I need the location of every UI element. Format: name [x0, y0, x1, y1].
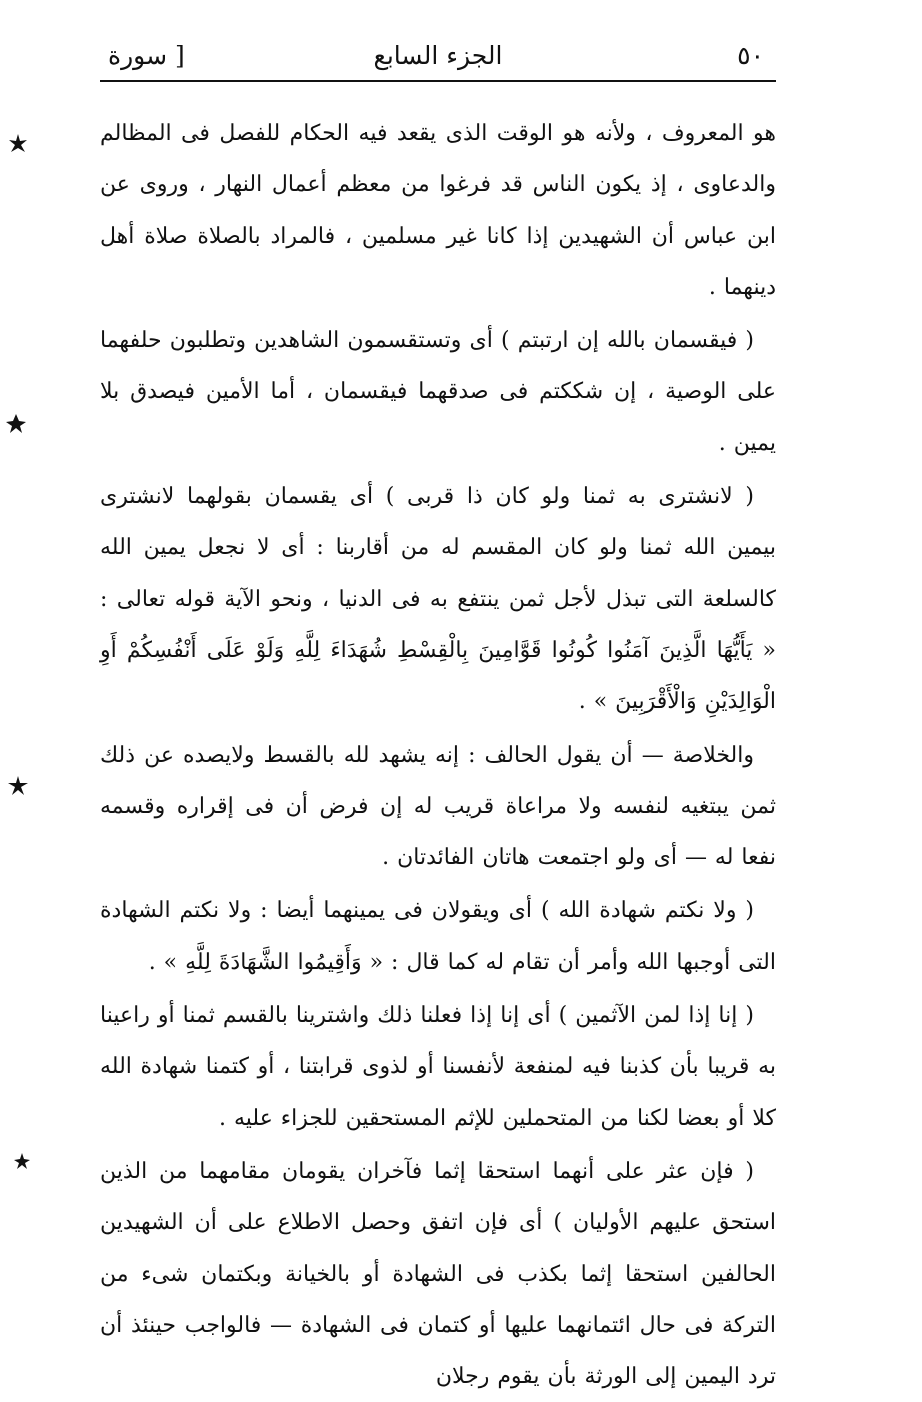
paragraph: ( فإن عثر على أنهما استحقا إثما فآخران يقومان مقامهما من الذين استحق عليهم الأوليان ) أى فإن اتفق وحصل الاطلاع على أن الشهيدين الحالفين استحقا إثما بكذب فى الشهادة أو بالخيانة وبكتمان شىء من التركة فى حال ائتمانهما عليها أو كتمان فى الشهادة — فالواجب حينئذ أن ترد اليمين إلى الورثة بأن يقوم رجلان	[100, 1158, 776, 1390]
paragraph: ( لانشترى به ثمنا ولو كان ذا قربى ) أى يقسمان بقولهما لانشترى بيمين الله ثمنا ولو كان المقسم له من أقاربنا : أى لا نجعل يمين الله كالسلعة التى تبذل لأجل ثمن ينتفع به فى الدنيا ، ونحو الآية قوله تعالى : « يَأَيُّهَا الَّذِينَ آمَنُوا كُونُوا قَوَّامِينَ بِالْقِسْطِ شُهَدَاءَ لِلَّهِ وَلَوْ عَلَى أَنْفُسِكُمْ أَوِ الْوَالِدَيْنِ وَالْأَقْرَبِينَ » .	[100, 484, 776, 715]
body-text	[100, 108, 776, 1402]
paragraph: ( إنا إذا لمن الآثمين ) أى إنا إذا فعلنا ذلك واشترينا بالقسم ثمنا أو راعينا به قريبا بأن كذبنا فيه لمنفعة لأنفسنا أو لذوى قرابتنا ، أو كتمنا شهادة الله كلا أو بعضا لكنا من المتحملين للإثم المستحقين للجزاء عليه .	[100, 1003, 776, 1131]
surah-label: [ سورة	[108, 41, 185, 70]
paragraph: هو المعروف ، ولأنه هو الوقت الذى يقعد فيه الحكام للفصل فى المظالم والدعاوى ، إذ يكون الناس قد فرغوا من معظم أعمال النهار ، وروى عن ابن عباس أن الشهيدين إذا كانا غير مسلمين ، فالمراد بالصلاة صلاة أهل دينهما .	[100, 121, 776, 300]
page-number: ٥٠	[737, 41, 764, 70]
paragraph: ( فيقسمان بالله إن ارتبتم ) أى وتستقسمون الشاهدين وتطلبون حلفهما على الوصية ، إن شككتم فى صدقهما فيقسمان ، أما الأمين فيصدق بلا يمين .	[100, 328, 776, 456]
part-title: الجزء السابع	[373, 41, 503, 70]
header-rule	[100, 80, 776, 82]
paragraph: ( ولا نكتم شهادة الله ) أى ويقولان فى يمينهما أيضا : ولا نكتم الشهادة التى أوجبها الله وأمر أن تقام له كما قال : « وَأَقِيمُوا الشَّهَادَةَ لِلَّهِ » .	[100, 898, 776, 975]
page-header	[100, 36, 776, 80]
paragraph: والخلاصة — أن يقول الحالف : إنه يشهد لله بالقسط ولايصده عن ذلك ثمن يبتغيه لنفسه ولا مراعاة قريب له إن فرض أن فى إقراره وقسمه نفعا له — أى ولو اجتمعت هاتان الفائدتان .	[100, 742, 776, 871]
